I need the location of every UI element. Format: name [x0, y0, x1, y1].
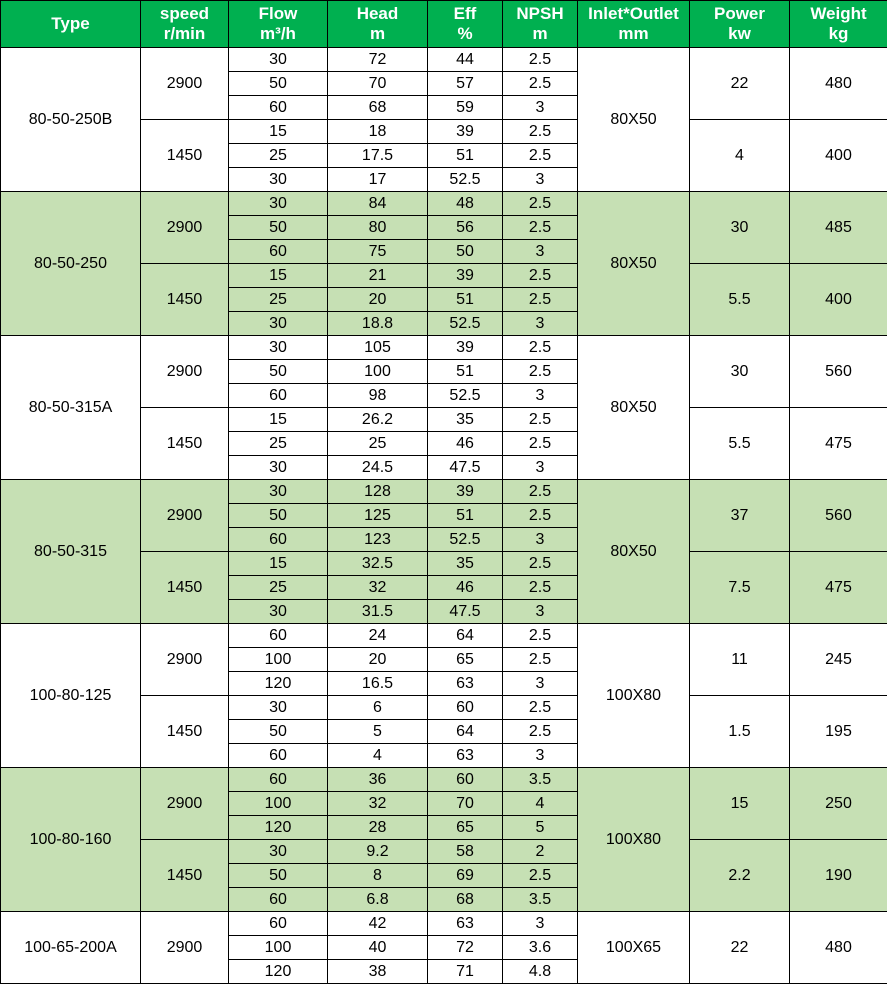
eff-cell: 39 — [428, 264, 503, 288]
npsh-cell: 4 — [503, 792, 578, 816]
weight-cell: 485 — [790, 192, 887, 264]
flow-cell: 60 — [229, 384, 328, 408]
npsh-cell: 3 — [503, 912, 578, 936]
inlet-outlet-cell: 80X50 — [578, 480, 690, 624]
table-body — [1, 48, 887, 984]
head-cell: 68 — [328, 96, 428, 120]
speed-cell: 1450 — [141, 696, 229, 768]
eff-cell: 68 — [428, 888, 503, 912]
header-speed: speed r/min — [141, 1, 229, 48]
weight-cell: 250 — [790, 768, 887, 840]
npsh-cell: 4.8 — [503, 960, 578, 984]
model-type-cell: 100-80-160 — [1, 768, 141, 912]
head-cell: 31.5 — [328, 600, 428, 624]
speed-cell: 1450 — [141, 120, 229, 192]
eff-cell: 65 — [428, 648, 503, 672]
npsh-cell: 2.5 — [503, 720, 578, 744]
npsh-cell: 2.5 — [503, 576, 578, 600]
head-cell: 75 — [328, 240, 428, 264]
speed-cell: 1450 — [141, 552, 229, 624]
flow-cell: 30 — [229, 840, 328, 864]
head-cell: 128 — [328, 480, 428, 504]
flow-cell: 60 — [229, 768, 328, 792]
eff-cell: 63 — [428, 744, 503, 768]
speed-cell: 2900 — [141, 768, 229, 840]
inlet-outlet-cell: 100X65 — [578, 912, 690, 984]
eff-cell: 46 — [428, 576, 503, 600]
npsh-cell: 2.5 — [503, 624, 578, 648]
flow-cell: 50 — [229, 504, 328, 528]
flow-cell: 120 — [229, 672, 328, 696]
flow-cell: 25 — [229, 576, 328, 600]
eff-cell: 52.5 — [428, 168, 503, 192]
eff-cell: 60 — [428, 768, 503, 792]
flow-cell: 60 — [229, 96, 328, 120]
power-cell: 5.5 — [690, 264, 790, 336]
model-type-cell: 80-50-315A — [1, 336, 141, 480]
npsh-cell: 2.5 — [503, 552, 578, 576]
speed-cell: 1450 — [141, 408, 229, 480]
weight-cell: 560 — [790, 480, 887, 552]
head-cell: 36 — [328, 768, 428, 792]
head-cell: 18 — [328, 120, 428, 144]
head-cell: 26.2 — [328, 408, 428, 432]
head-cell: 6 — [328, 696, 428, 720]
flow-cell: 30 — [229, 312, 328, 336]
eff-cell: 65 — [428, 816, 503, 840]
power-cell: 30 — [690, 336, 790, 408]
flow-cell: 30 — [229, 48, 328, 72]
npsh-cell: 2.5 — [503, 288, 578, 312]
weight-cell: 480 — [790, 48, 887, 120]
eff-cell: 63 — [428, 672, 503, 696]
npsh-cell: 2.5 — [503, 144, 578, 168]
npsh-cell: 2.5 — [503, 192, 578, 216]
head-cell: 32 — [328, 792, 428, 816]
eff-cell: 59 — [428, 96, 503, 120]
eff-cell: 52.5 — [428, 384, 503, 408]
flow-cell: 15 — [229, 552, 328, 576]
weight-cell: 400 — [790, 120, 887, 192]
weight-cell: 195 — [790, 696, 887, 768]
weight-cell: 560 — [790, 336, 887, 408]
head-cell: 38 — [328, 960, 428, 984]
inlet-outlet-cell: 80X50 — [578, 192, 690, 336]
table-row — [1, 192, 887, 216]
npsh-cell: 2.5 — [503, 480, 578, 504]
head-cell: 105 — [328, 336, 428, 360]
eff-cell: 52.5 — [428, 528, 503, 552]
model-type-cell: 100-80-125 — [1, 624, 141, 768]
eff-cell: 58 — [428, 840, 503, 864]
eff-cell: 52.5 — [428, 312, 503, 336]
eff-cell: 39 — [428, 480, 503, 504]
eff-cell: 39 — [428, 120, 503, 144]
flow-cell: 60 — [229, 912, 328, 936]
table-row — [1, 912, 887, 936]
eff-cell: 60 — [428, 696, 503, 720]
header-npsh: NPSH m — [503, 1, 578, 48]
flow-cell: 60 — [229, 624, 328, 648]
eff-cell: 57 — [428, 72, 503, 96]
model-type-cell: 100-65-200A — [1, 912, 141, 984]
head-cell: 80 — [328, 216, 428, 240]
head-cell: 125 — [328, 504, 428, 528]
model-type-cell: 80-50-250B — [1, 48, 141, 192]
eff-cell: 47.5 — [428, 600, 503, 624]
npsh-cell: 3 — [503, 312, 578, 336]
flow-cell: 30 — [229, 456, 328, 480]
flow-cell: 60 — [229, 528, 328, 552]
head-cell: 25 — [328, 432, 428, 456]
eff-cell: 46 — [428, 432, 503, 456]
eff-cell: 47.5 — [428, 456, 503, 480]
npsh-cell: 2.5 — [503, 408, 578, 432]
flow-cell: 50 — [229, 720, 328, 744]
table-row — [1, 624, 887, 648]
eff-cell: 72 — [428, 936, 503, 960]
npsh-cell: 2.5 — [503, 336, 578, 360]
head-cell: 84 — [328, 192, 428, 216]
npsh-cell: 2.5 — [503, 72, 578, 96]
header-eff: Eff % — [428, 1, 503, 48]
power-cell: 22 — [690, 48, 790, 120]
head-cell: 72 — [328, 48, 428, 72]
head-cell: 28 — [328, 816, 428, 840]
head-cell: 24.5 — [328, 456, 428, 480]
eff-cell: 39 — [428, 336, 503, 360]
head-cell: 16.5 — [328, 672, 428, 696]
npsh-cell: 2.5 — [503, 216, 578, 240]
flow-cell: 15 — [229, 120, 328, 144]
model-type-cell: 80-50-250 — [1, 192, 141, 336]
power-cell: 37 — [690, 480, 790, 552]
speed-cell: 1450 — [141, 840, 229, 912]
power-cell: 15 — [690, 768, 790, 840]
power-cell: 5.5 — [690, 408, 790, 480]
flow-cell: 15 — [229, 264, 328, 288]
speed-cell: 2900 — [141, 336, 229, 408]
head-cell: 17 — [328, 168, 428, 192]
flow-cell: 30 — [229, 696, 328, 720]
table-row — [1, 480, 887, 504]
weight-cell: 245 — [790, 624, 887, 696]
npsh-cell: 3.5 — [503, 768, 578, 792]
flow-cell: 15 — [229, 408, 328, 432]
npsh-cell: 3 — [503, 240, 578, 264]
flow-cell: 30 — [229, 192, 328, 216]
npsh-cell: 3 — [503, 744, 578, 768]
flow-cell: 120 — [229, 960, 328, 984]
flow-cell: 50 — [229, 864, 328, 888]
flow-cell: 50 — [229, 360, 328, 384]
head-cell: 20 — [328, 648, 428, 672]
flow-cell: 30 — [229, 480, 328, 504]
npsh-cell: 3 — [503, 456, 578, 480]
head-cell: 32 — [328, 576, 428, 600]
eff-cell: 63 — [428, 912, 503, 936]
power-cell: 11 — [690, 624, 790, 696]
head-cell: 5 — [328, 720, 428, 744]
power-cell: 30 — [690, 192, 790, 264]
inlet-outlet-cell: 100X80 — [578, 768, 690, 912]
table-row — [1, 48, 887, 72]
flow-cell: 100 — [229, 792, 328, 816]
head-cell: 100 — [328, 360, 428, 384]
flow-cell: 60 — [229, 240, 328, 264]
eff-cell: 70 — [428, 792, 503, 816]
eff-cell: 64 — [428, 720, 503, 744]
head-cell: 40 — [328, 936, 428, 960]
npsh-cell: 3 — [503, 96, 578, 120]
speed-cell: 2900 — [141, 192, 229, 264]
eff-cell: 44 — [428, 48, 503, 72]
eff-cell: 51 — [428, 144, 503, 168]
head-cell: 8 — [328, 864, 428, 888]
npsh-cell: 3 — [503, 528, 578, 552]
eff-cell: 64 — [428, 624, 503, 648]
npsh-cell: 2.5 — [503, 648, 578, 672]
speed-cell: 2900 — [141, 48, 229, 120]
head-cell: 42 — [328, 912, 428, 936]
flow-cell: 100 — [229, 648, 328, 672]
flow-cell: 30 — [229, 600, 328, 624]
npsh-cell: 2 — [503, 840, 578, 864]
inlet-outlet-cell: 80X50 — [578, 336, 690, 480]
npsh-cell: 2.5 — [503, 120, 578, 144]
npsh-cell: 2.5 — [503, 864, 578, 888]
npsh-cell: 2.5 — [503, 504, 578, 528]
weight-cell: 190 — [790, 840, 887, 912]
weight-cell: 475 — [790, 408, 887, 480]
eff-cell: 35 — [428, 552, 503, 576]
speed-cell: 2900 — [141, 624, 229, 696]
eff-cell: 51 — [428, 288, 503, 312]
flow-cell: 50 — [229, 216, 328, 240]
head-cell: 20 — [328, 288, 428, 312]
eff-cell: 71 — [428, 960, 503, 984]
flow-cell: 50 — [229, 72, 328, 96]
flow-cell: 25 — [229, 288, 328, 312]
head-cell: 98 — [328, 384, 428, 408]
weight-cell: 480 — [790, 912, 887, 984]
npsh-cell: 2.5 — [503, 264, 578, 288]
head-cell: 70 — [328, 72, 428, 96]
npsh-cell: 3 — [503, 672, 578, 696]
header-weight: Weight kg — [790, 1, 887, 48]
head-cell: 6.8 — [328, 888, 428, 912]
header-head: Head m — [328, 1, 428, 48]
header-row — [1, 1, 887, 48]
npsh-cell: 2.5 — [503, 432, 578, 456]
npsh-cell: 2.5 — [503, 696, 578, 720]
speed-cell: 2900 — [141, 480, 229, 552]
header-inlet-outlet: Inlet*Outlet mm — [578, 1, 690, 48]
eff-cell: 56 — [428, 216, 503, 240]
flow-cell: 30 — [229, 168, 328, 192]
inlet-outlet-cell: 100X80 — [578, 624, 690, 768]
flow-cell: 60 — [229, 888, 328, 912]
npsh-cell: 2.5 — [503, 48, 578, 72]
speed-cell: 1450 — [141, 264, 229, 336]
table-row — [1, 768, 887, 792]
flow-cell: 25 — [229, 144, 328, 168]
head-cell: 4 — [328, 744, 428, 768]
head-cell: 18.8 — [328, 312, 428, 336]
head-cell: 24 — [328, 624, 428, 648]
npsh-cell: 3 — [503, 168, 578, 192]
model-type-cell: 80-50-315 — [1, 480, 141, 624]
speed-cell: 2900 — [141, 912, 229, 984]
flow-cell: 100 — [229, 936, 328, 960]
eff-cell: 50 — [428, 240, 503, 264]
power-cell: 7.5 — [690, 552, 790, 624]
head-cell: 32.5 — [328, 552, 428, 576]
npsh-cell: 3.6 — [503, 936, 578, 960]
npsh-cell: 5 — [503, 816, 578, 840]
weight-cell: 475 — [790, 552, 887, 624]
npsh-cell: 3 — [503, 384, 578, 408]
power-cell: 4 — [690, 120, 790, 192]
weight-cell: 400 — [790, 264, 887, 336]
table-row — [1, 336, 887, 360]
header-flow: Flow m³/h — [229, 1, 328, 48]
head-cell: 17.5 — [328, 144, 428, 168]
npsh-cell: 2.5 — [503, 360, 578, 384]
eff-cell: 51 — [428, 504, 503, 528]
power-cell: 1.5 — [690, 696, 790, 768]
head-cell: 21 — [328, 264, 428, 288]
eff-cell: 51 — [428, 360, 503, 384]
eff-cell: 48 — [428, 192, 503, 216]
head-cell: 9.2 — [328, 840, 428, 864]
npsh-cell: 3 — [503, 600, 578, 624]
power-cell: 2.2 — [690, 840, 790, 912]
flow-cell: 25 — [229, 432, 328, 456]
header-power: Power kw — [690, 1, 790, 48]
flow-cell: 30 — [229, 336, 328, 360]
flow-cell: 120 — [229, 816, 328, 840]
eff-cell: 69 — [428, 864, 503, 888]
head-cell: 123 — [328, 528, 428, 552]
inlet-outlet-cell: 80X50 — [578, 48, 690, 192]
power-cell: 22 — [690, 912, 790, 984]
npsh-cell: 3.5 — [503, 888, 578, 912]
eff-cell: 35 — [428, 408, 503, 432]
flow-cell: 60 — [229, 744, 328, 768]
header-type: Type — [1, 1, 141, 48]
